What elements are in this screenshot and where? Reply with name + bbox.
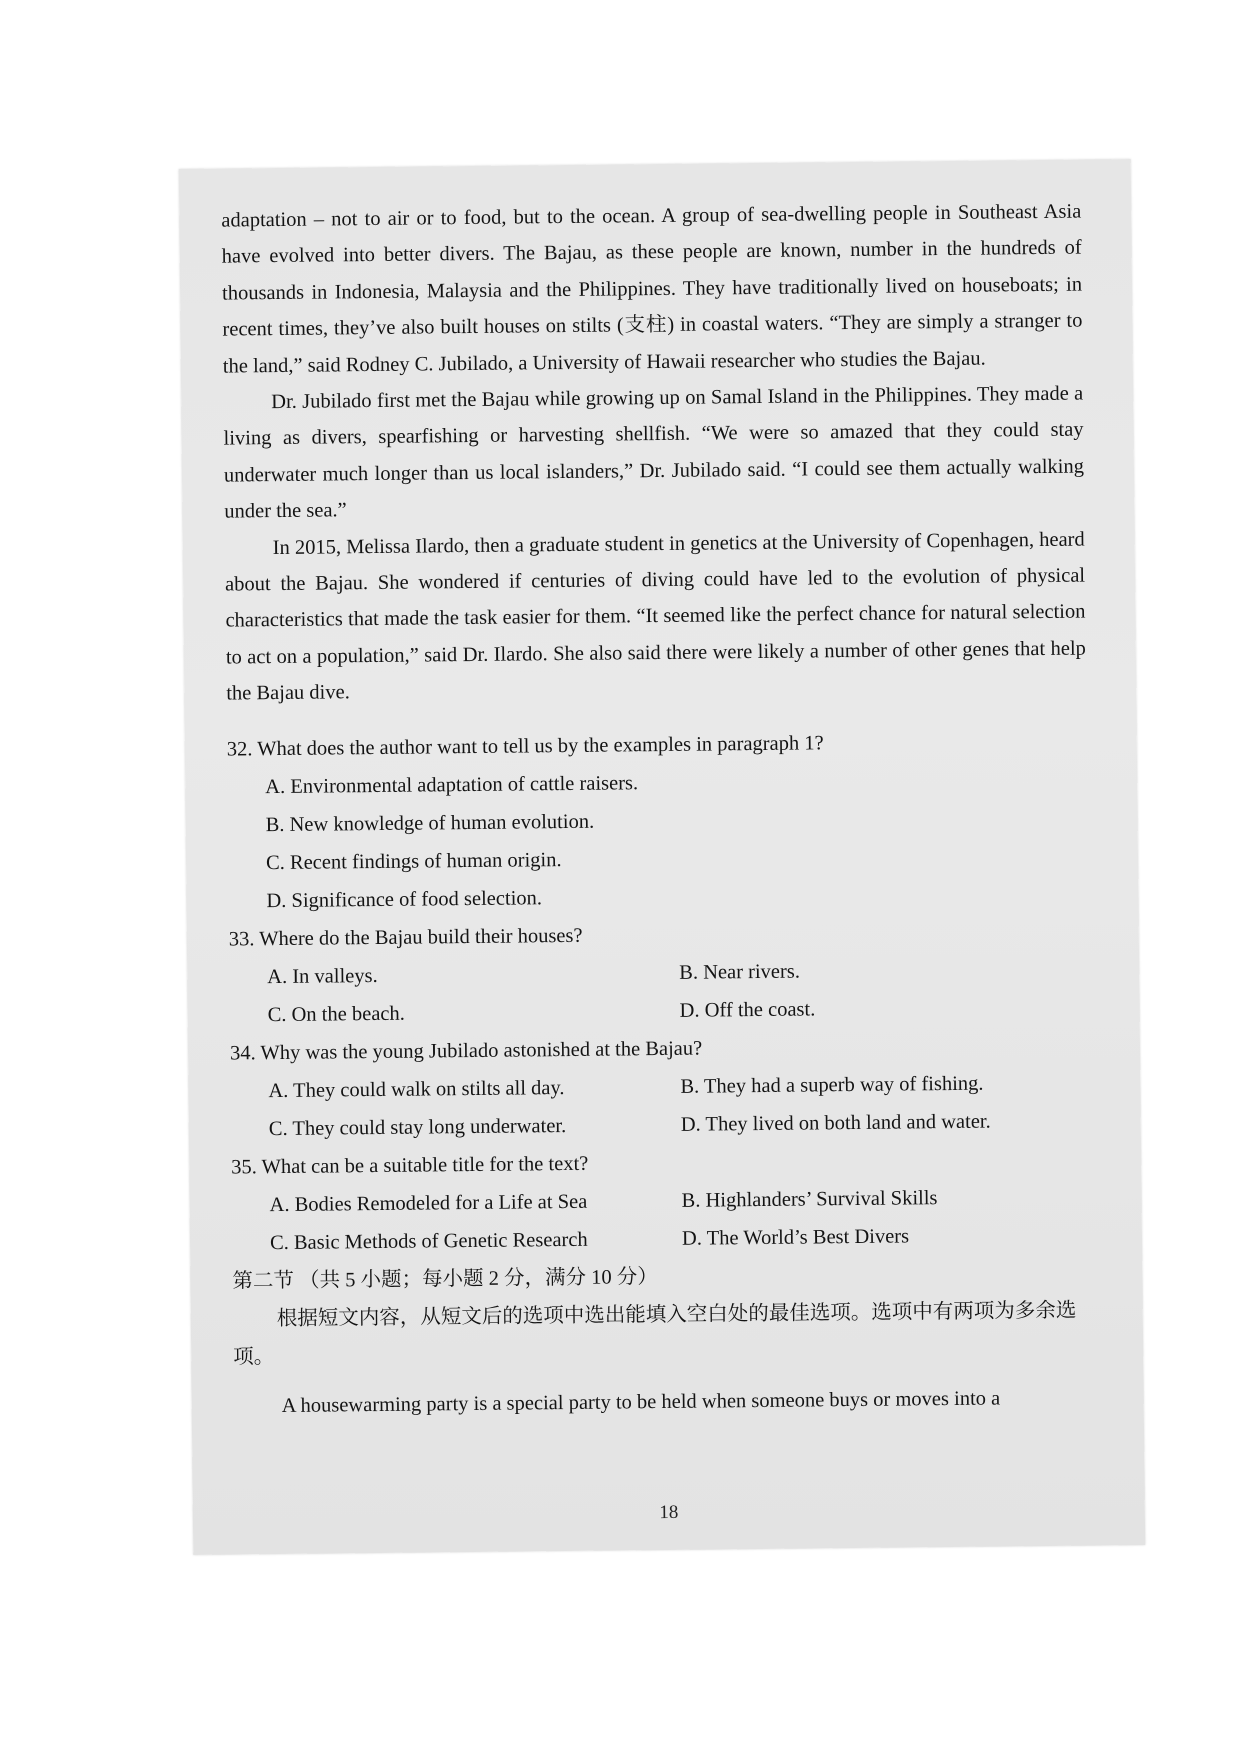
- question-33: [229, 911, 1090, 1034]
- option-c: C. On the beach.: [267, 1002, 405, 1026]
- option-b: B. Highlanders’ Survival Skills: [681, 1186, 938, 1212]
- option-d: D. They lived on both land and water.: [680, 1110, 991, 1136]
- option-c: C. Recent findings of human origin.: [265, 848, 562, 874]
- option-d: D. Significance of food selection.: [266, 886, 543, 912]
- passage-paragraph-3: In 2015, Melissa Ilardo, then a graduate student in genetics at the University of Copenhagen, heard about the Bajau. She wondered if centuries of diving could have led to the evolution of physical characteristics that made the task easier for them. “It seemed like the perfect chance for natural selection to act on a population,” said Dr. Ilardo. She also said there were likely a number of other genes that help the Bajau dive.: [225, 528, 1086, 705]
- option-a: A. They could walk on stilts all day.: [268, 1076, 565, 1102]
- section-two-heading: 第二节 （共 5 小题；每小题 2 分，满分 10 分）: [232, 1265, 658, 1293]
- exam-page: [179, 159, 1145, 1555]
- question-text: 32. What does the author want to tell us by the examples in paragraph 1?: [226, 731, 824, 761]
- question-text: 34. Why was the young Jubilado astonished at the Bajau?: [229, 1037, 703, 1065]
- question-34: [230, 1025, 1091, 1148]
- page-content: [221, 194, 1094, 1425]
- passage-paragraph-2: Dr. Jubilado first met the Bajau while growing up on Samal Island in the Philippines. They made a living as divers, spearfishing or harvesting shellfish. “We were so amazed that they could stay underwater much longer than us local islanders,” Dr. Jubilado said. “I could see them actually walking under the sea.”: [223, 382, 1085, 523]
- option-a: A. In valleys.: [267, 964, 378, 988]
- page-number: 18: [659, 1501, 679, 1524]
- option-c: C. They could stay long underwater.: [268, 1114, 567, 1140]
- question-text: 33. Where do the Bajau build their houses?: [228, 924, 583, 951]
- question-32: [227, 721, 1089, 920]
- question-text: 35. What can be a suitable title for the text?: [231, 1152, 589, 1179]
- option-b: B. They had a superb way of fishing.: [680, 1072, 984, 1098]
- section-two-passage-start: A housewarming party is a special party to be held when someone buys or moves into a: [281, 1387, 1001, 1417]
- option-d: D. Off the coast.: [679, 998, 816, 1022]
- question-list: [227, 721, 1093, 1262]
- option-a: A. Environmental adaptation of cattle raisers.: [265, 771, 639, 798]
- passage-paragraph-1: adaptation – not to air or to food, but to the ocean. A group of sea-dwelling people in Southeast Asia have evolved into better divers. The Bajau, as these people are known, number in the hundreds of thousands in Indonesia, Malaysia and the Philippines. They have traditionally lived on houseboats; in recent times, they’ve also built houses on stilts (支柱) in coastal waters. “They are simply a stranger to the land,” said Rodney C. Jubilado, a University of Hawaii researcher who studies the Bajau.: [221, 200, 1083, 378]
- option-a: A. Bodies Remodeled for a Life at Sea: [269, 1190, 588, 1216]
- option-c: C. Basic Methods of Genetic Research: [269, 1228, 588, 1254]
- option-d: D. The World’s Best Divers: [681, 1225, 910, 1250]
- question-35: [231, 1139, 1092, 1262]
- option-b: B. Near rivers.: [679, 960, 801, 984]
- option-b: B. New knowledge of human evolution.: [265, 810, 595, 836]
- section-two-instruction: 根据短文内容，从短文后的选项中选出能填入空白处的最佳选项。选项中有两项为多余选项。: [233, 1299, 1077, 1369]
